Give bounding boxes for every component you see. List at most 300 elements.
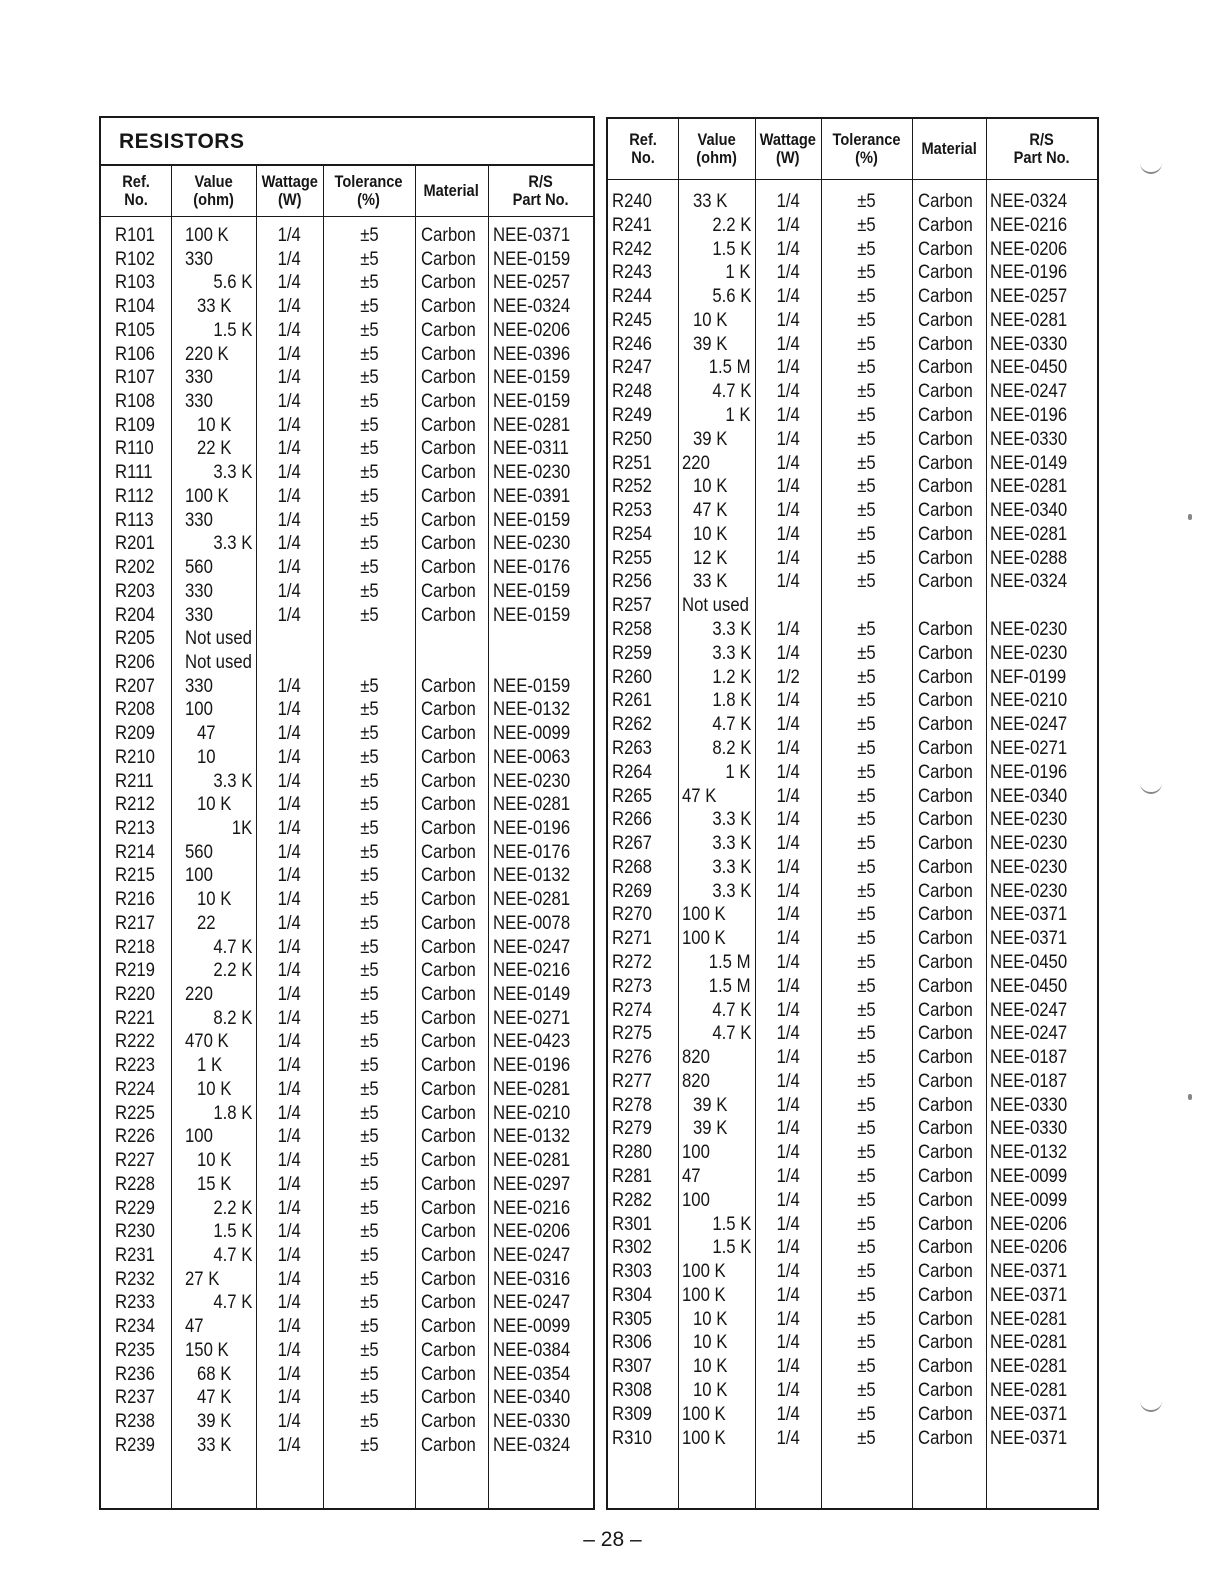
table-row xyxy=(101,437,593,461)
wattage-cell: 1/4 xyxy=(277,960,302,982)
value-cell: 39 K xyxy=(693,428,728,450)
value-cell: 2.2 K xyxy=(212,960,252,982)
table-row xyxy=(101,1125,593,1149)
ref-cell: R256 xyxy=(612,571,652,593)
ref-cell: R243 xyxy=(612,262,652,284)
value-cell: 560 xyxy=(185,557,213,579)
value-cell: 22 xyxy=(197,912,216,934)
table-row xyxy=(608,1165,1097,1189)
table-row xyxy=(608,903,1097,927)
table-row xyxy=(608,880,1097,904)
tolerance-cell: ±5 xyxy=(857,547,876,569)
table-row xyxy=(608,785,1097,809)
table-row xyxy=(608,499,1097,523)
table-row xyxy=(608,927,1097,951)
material-cell: Carbon xyxy=(421,509,476,531)
part-no-cell: NEE-0281 xyxy=(990,523,1068,545)
material-cell: Carbon xyxy=(918,642,973,664)
value-cell: 10 K xyxy=(693,476,728,498)
tolerance-cell: ±5 xyxy=(857,1023,876,1045)
part-no-cell: NEE-0247 xyxy=(990,999,1068,1021)
tolerance-cell: ±5 xyxy=(857,666,876,688)
header-ref: Ref. No. xyxy=(122,172,150,209)
tolerance-cell: ±5 xyxy=(857,975,876,997)
tolerance-cell: ±5 xyxy=(359,319,379,341)
table-row xyxy=(101,556,593,580)
wattage-cell: 1/4 xyxy=(277,984,302,1006)
value-cell: 10 K xyxy=(197,794,232,816)
ref-cell: R261 xyxy=(612,690,652,712)
wattage-cell: 1/4 xyxy=(277,604,302,626)
tolerance-cell: ±5 xyxy=(359,1150,379,1172)
wattage-cell: 1/4 xyxy=(776,1356,800,1378)
value-cell: 3.3 K xyxy=(711,809,751,831)
part-no-cell: NEE-0371 xyxy=(990,1284,1068,1306)
wattage-cell: 1/4 xyxy=(776,1403,800,1425)
value-cell: 150 K xyxy=(185,1339,229,1361)
material-cell: Carbon xyxy=(421,841,476,863)
wattage-cell xyxy=(256,651,323,675)
value-cell: Not used xyxy=(185,628,252,650)
table-row xyxy=(101,224,593,248)
wattage-cell: 1/4 xyxy=(277,391,302,413)
part-no-cell: NEE-0206 xyxy=(493,1221,571,1243)
ref-cell: R257 xyxy=(612,595,652,617)
wattage-cell: 1/4 xyxy=(776,761,800,783)
tolerance-cell: ±5 xyxy=(857,476,876,498)
ref-cell: R234 xyxy=(115,1316,155,1338)
wattage-cell: 1/4 xyxy=(277,936,302,958)
value-cell: 47 K xyxy=(693,500,728,522)
material-cell: Carbon xyxy=(918,381,973,403)
tolerance-cell: ±5 xyxy=(857,880,876,902)
table-row xyxy=(101,841,593,865)
part-no-cell: NEE-0316 xyxy=(493,1268,571,1290)
ref-cell: R302 xyxy=(612,1237,652,1259)
value-cell: 33 K xyxy=(693,571,728,593)
part-no-cell: NEE-0230 xyxy=(990,809,1068,831)
material-cell: Carbon xyxy=(918,833,973,855)
tolerance-cell: ±5 xyxy=(359,1197,379,1219)
table-row xyxy=(101,343,593,367)
tolerance-cell: ±5 xyxy=(359,889,379,911)
part-no-cell: NEE-0132 xyxy=(990,1142,1068,1164)
wattage-cell: 1/4 xyxy=(277,485,302,507)
table-row xyxy=(101,1268,593,1292)
table-row xyxy=(101,1149,593,1173)
table-row xyxy=(608,1355,1097,1379)
value-cell: 8.2 K xyxy=(711,737,751,759)
table-row xyxy=(101,936,593,960)
wattage-cell: 1/4 xyxy=(277,319,302,341)
tolerance-cell: ±5 xyxy=(857,1142,876,1164)
wattage-cell: 1/4 xyxy=(277,509,302,531)
part-no-cell: NEE-0281 xyxy=(493,1078,571,1100)
value-cell: 100 xyxy=(682,1189,710,1211)
tolerance-cell: ±5 xyxy=(359,841,379,863)
value-cell: 4.7 K xyxy=(212,1244,252,1266)
table-row xyxy=(101,675,593,699)
value-cell: 820 xyxy=(682,1070,710,1092)
value-cell: 39 K xyxy=(693,333,728,355)
tolerance-cell: ±5 xyxy=(857,690,876,712)
part-no-cell xyxy=(493,651,593,675)
value-cell: 39 K xyxy=(693,1118,728,1140)
material-cell: Carbon xyxy=(421,818,476,839)
table-row xyxy=(101,390,593,414)
value-cell: 10 K xyxy=(693,523,728,545)
tolerance-cell: ±5 xyxy=(857,1403,876,1425)
ref-cell: R215 xyxy=(115,865,155,887)
material-cell: Carbon xyxy=(918,262,973,284)
tolerance-cell: ±5 xyxy=(359,391,379,413)
tolerance-cell: ±5 xyxy=(359,984,379,1006)
wattage-cell: 1/4 xyxy=(277,1126,302,1148)
part-no-cell xyxy=(493,627,593,651)
ref-cell: R262 xyxy=(612,714,652,736)
tolerance-cell: ±5 xyxy=(359,438,379,460)
wattage-cell: 1/4 xyxy=(776,357,800,379)
value-cell: 2.2 K xyxy=(711,214,751,236)
wattage-cell: 1/4 xyxy=(776,1165,800,1187)
wattage-cell: 1/4 xyxy=(277,1268,302,1290)
ref-cell: R249 xyxy=(612,405,652,427)
tolerance-cell: ±5 xyxy=(359,865,379,887)
table-row xyxy=(101,912,593,936)
table-row xyxy=(101,485,593,509)
value-cell: 4.7 K xyxy=(711,714,751,736)
ref-cell: R241 xyxy=(612,214,652,236)
table-row xyxy=(608,1213,1097,1237)
wattage-cell: 1/4 xyxy=(776,856,800,878)
ref-cell: R228 xyxy=(115,1173,155,1195)
part-no-cell: NEE-0159 xyxy=(493,391,571,413)
part-no-cell: NEE-0371 xyxy=(493,225,571,246)
wattage-cell: 1/4 xyxy=(277,1339,302,1361)
part-no-cell: NEE-0196 xyxy=(990,262,1068,284)
part-no-cell: NEE-0324 xyxy=(493,1434,571,1456)
tolerance-cell: ±5 xyxy=(857,191,876,212)
wattage-cell: 1/4 xyxy=(776,833,800,855)
wattage-cell: 1/4 xyxy=(776,1308,800,1330)
material-cell: Carbon xyxy=(421,1197,476,1219)
tolerance-cell: ±5 xyxy=(857,737,876,759)
tolerance-cell: ±5 xyxy=(857,381,876,403)
part-no-cell: NEE-0230 xyxy=(990,619,1068,641)
table-row xyxy=(101,817,593,841)
value-cell: 1.2 K xyxy=(711,666,751,688)
tolerance-cell: ±5 xyxy=(857,1237,876,1259)
material-cell: Carbon xyxy=(421,1268,476,1290)
scan-speck xyxy=(1188,514,1192,520)
ref-cell: R279 xyxy=(612,1118,652,1140)
material-cell: Carbon xyxy=(421,936,476,958)
tolerance-cell: ±5 xyxy=(857,785,876,807)
tolerance-cell: ±5 xyxy=(857,357,876,379)
part-no-cell: NEE-0230 xyxy=(493,533,571,555)
material-cell: Carbon xyxy=(421,1387,476,1409)
tolerance-cell: ±5 xyxy=(359,1339,379,1361)
tolerance-cell: ±5 xyxy=(359,746,379,768)
material-cell: Carbon xyxy=(421,1055,476,1077)
material-cell: Carbon xyxy=(918,1165,973,1187)
part-no-cell: NEE-0196 xyxy=(493,1055,571,1077)
wattage-cell xyxy=(755,594,821,618)
wattage-cell: 1/4 xyxy=(776,1261,800,1283)
ref-cell: R310 xyxy=(612,1427,652,1449)
header-ref: Ref. No. xyxy=(629,130,657,167)
ref-cell: R252 xyxy=(612,476,652,498)
tolerance-cell: ±5 xyxy=(359,1031,379,1053)
tolerance-cell: ±5 xyxy=(359,936,379,958)
part-no-cell: NEE-0247 xyxy=(990,381,1068,403)
ref-cell: R209 xyxy=(115,723,155,745)
ref-cell: R231 xyxy=(115,1244,155,1266)
ref-cell: R278 xyxy=(612,1094,652,1116)
wattage-cell: 1/4 xyxy=(277,1173,302,1195)
value-cell: 1.5 K xyxy=(212,319,252,341)
part-no-cell: NEE-0340 xyxy=(990,500,1068,522)
wattage-cell: 1/4 xyxy=(776,523,800,545)
table-row xyxy=(101,295,593,319)
table-row xyxy=(608,1331,1097,1355)
wattage-cell: 1/4 xyxy=(277,1316,302,1338)
ref-cell: R216 xyxy=(115,889,155,911)
table-row xyxy=(101,722,593,746)
ref-cell: R268 xyxy=(612,856,652,878)
wattage-cell: 1/4 xyxy=(277,865,302,887)
table-row xyxy=(608,547,1097,571)
ref-cell: R246 xyxy=(612,333,652,355)
tolerance-cell: ±5 xyxy=(359,1292,379,1314)
value-cell: 4.7 K xyxy=(711,381,751,403)
part-no-cell: NEE-0281 xyxy=(990,1380,1068,1401)
value-cell: 100 K xyxy=(185,225,229,246)
material-cell: Carbon xyxy=(918,1261,973,1283)
table-row xyxy=(101,1244,593,1268)
value-cell: 3.3 K xyxy=(212,533,252,555)
material-cell: Carbon xyxy=(421,1292,476,1314)
value-cell: Not used xyxy=(185,651,252,673)
part-no-cell: NEE-0354 xyxy=(493,1363,571,1385)
table-row xyxy=(608,999,1097,1023)
wattage-cell: 1/4 xyxy=(277,296,302,318)
table-row xyxy=(608,190,1097,214)
value-cell: 10 K xyxy=(693,1356,728,1378)
part-no-cell: NEE-0391 xyxy=(493,485,571,507)
part-no-cell: NEE-0176 xyxy=(493,841,571,863)
ref-cell: R108 xyxy=(115,391,155,413)
header-value: Value (ohm) xyxy=(193,172,234,209)
material-cell: Carbon xyxy=(918,1403,973,1425)
value-cell: 33 K xyxy=(693,191,728,212)
material-cell: Carbon xyxy=(421,1102,476,1124)
material-cell: Carbon xyxy=(918,1213,973,1235)
table-row xyxy=(101,627,593,651)
ref-cell: R251 xyxy=(612,452,652,474)
tolerance-cell: ±5 xyxy=(359,533,379,555)
ref-cell: R203 xyxy=(115,580,155,602)
wattage-cell: 1/4 xyxy=(776,238,800,260)
ref-cell: R107 xyxy=(115,367,155,389)
material-cell: Carbon xyxy=(421,1031,476,1053)
table-row xyxy=(101,366,593,390)
table-row xyxy=(608,1117,1097,1141)
ref-cell: R106 xyxy=(115,343,155,365)
tolerance-cell: ±5 xyxy=(857,714,876,736)
part-no-cell: NEE-0063 xyxy=(493,746,571,768)
tolerance-cell: ±5 xyxy=(857,1165,876,1187)
tolerance-cell: ±5 xyxy=(857,1213,876,1235)
wattage-cell: 1/4 xyxy=(277,1292,302,1314)
material-cell: Carbon xyxy=(421,414,476,436)
value-cell: 100 K xyxy=(682,1284,726,1306)
ref-cell: R220 xyxy=(115,984,155,1006)
wattage-cell: 1/4 xyxy=(776,1189,800,1211)
material-cell: Carbon xyxy=(421,533,476,555)
ref-cell: R269 xyxy=(612,880,652,902)
header-material: Material xyxy=(921,139,977,158)
table-row xyxy=(608,1070,1097,1094)
tolerance-cell: ±5 xyxy=(857,405,876,427)
value-cell: 820 xyxy=(682,1047,710,1069)
part-no-cell: NEE-0216 xyxy=(493,1197,571,1219)
wattage-cell: 1/4 xyxy=(776,619,800,641)
value-cell: 10 K xyxy=(693,309,728,331)
material-cell: Carbon xyxy=(421,889,476,911)
wattage-cell: 1/4 xyxy=(776,642,800,664)
table-row xyxy=(608,238,1097,262)
part-no-cell: NEE-0396 xyxy=(493,343,571,365)
part-no-cell: NEE-0206 xyxy=(990,1213,1068,1235)
part-no-cell: NEE-0450 xyxy=(990,975,1068,997)
wattage-cell: 1/4 xyxy=(277,746,302,768)
part-no-cell: NEE-0271 xyxy=(990,737,1068,759)
table-row xyxy=(608,1046,1097,1070)
tolerance-cell: ±5 xyxy=(359,960,379,982)
part-no-cell: NEE-0450 xyxy=(990,951,1068,973)
material-cell: Carbon xyxy=(421,746,476,768)
material-cell: Carbon xyxy=(421,225,476,246)
tolerance-cell: ±5 xyxy=(857,1284,876,1306)
scan-speck xyxy=(1188,1094,1192,1100)
ref-cell: R281 xyxy=(612,1165,652,1187)
material-cell: Carbon xyxy=(918,1237,973,1259)
ref-cell: R247 xyxy=(612,357,652,379)
part-no-cell xyxy=(990,594,1096,618)
material-cell: Carbon xyxy=(918,619,973,641)
part-no-cell: NEE-0159 xyxy=(493,675,571,697)
value-cell: 330 xyxy=(185,509,213,531)
ref-cell: R201 xyxy=(115,533,155,555)
value-cell: 15 K xyxy=(197,1173,232,1195)
ref-cell: R270 xyxy=(612,904,652,926)
wattage-cell: 1/4 xyxy=(277,818,302,839)
value-cell: 1.5 K xyxy=(711,1213,751,1235)
tolerance-cell: ±5 xyxy=(857,262,876,284)
value-cell: 1 K xyxy=(197,1055,223,1077)
table-row xyxy=(101,1220,593,1244)
table-row xyxy=(608,475,1097,499)
tolerance-cell: ±5 xyxy=(857,214,876,236)
ref-cell: R221 xyxy=(115,1007,155,1029)
wattage-cell: 1/4 xyxy=(776,1142,800,1164)
material-cell: Carbon xyxy=(421,319,476,341)
ref-cell: R213 xyxy=(115,818,155,839)
material-cell: Carbon xyxy=(918,1142,973,1164)
part-no-cell: NEE-0330 xyxy=(493,1411,571,1432)
wattage-cell: 1/4 xyxy=(277,1434,302,1456)
tolerance-cell: ±5 xyxy=(857,904,876,926)
value-cell: 68 K xyxy=(197,1363,232,1385)
ref-cell: R266 xyxy=(612,809,652,831)
table-row xyxy=(608,618,1097,642)
wattage-cell: 1/4 xyxy=(277,1411,302,1432)
part-no-cell: NEE-0159 xyxy=(493,580,571,602)
wattage-cell: 1/4 xyxy=(277,1221,302,1243)
value-cell: 4.7 K xyxy=(212,936,252,958)
value-cell: 1.5 K xyxy=(711,1237,751,1259)
value-cell: 100 K xyxy=(682,928,726,950)
table-row xyxy=(608,452,1097,476)
ref-cell: R202 xyxy=(115,557,155,579)
value-cell: 5.6 K xyxy=(711,286,751,308)
resistors-table-left xyxy=(99,116,595,1510)
tolerance-cell: ±5 xyxy=(359,1316,379,1338)
material-cell: Carbon xyxy=(918,1047,973,1069)
ref-cell: R226 xyxy=(115,1126,155,1148)
part-no-cell: NEE-0371 xyxy=(990,1261,1068,1283)
part-no-cell: NEE-0099 xyxy=(493,1316,571,1338)
ref-cell: R219 xyxy=(115,960,155,982)
tolerance-cell: ±5 xyxy=(359,248,379,270)
value-cell: 33 K xyxy=(197,1434,232,1456)
tolerance-cell: ±5 xyxy=(857,1261,876,1283)
wattage-cell: 1/4 xyxy=(277,770,302,792)
wattage-cell: 1/4 xyxy=(277,462,302,484)
table-row xyxy=(608,1094,1097,1118)
ref-cell: R244 xyxy=(612,286,652,308)
table-row xyxy=(608,523,1097,547)
material-cell: Carbon xyxy=(421,272,476,294)
part-no-cell: NEE-0159 xyxy=(493,248,571,270)
material-cell: Carbon xyxy=(918,547,973,569)
table-row xyxy=(608,428,1097,452)
value-cell: 100 K xyxy=(682,1403,726,1425)
wattage-cell: 1/4 xyxy=(277,414,302,436)
value-cell: 12 K xyxy=(693,547,728,569)
table-row xyxy=(101,248,593,272)
material-cell: Carbon xyxy=(918,928,973,950)
part-no-cell: NEE-0196 xyxy=(493,818,571,839)
value-cell: 3.3 K xyxy=(711,880,751,902)
ref-cell: R104 xyxy=(115,296,155,318)
material-cell: Carbon xyxy=(421,1221,476,1243)
header-tolerance: Tolerance (%) xyxy=(335,172,403,209)
tolerance-cell: ±5 xyxy=(857,428,876,450)
material-cell: Carbon xyxy=(918,1070,973,1092)
ref-cell: R223 xyxy=(115,1055,155,1077)
ref-cell: R230 xyxy=(115,1221,155,1243)
wattage-cell: 1/4 xyxy=(277,438,302,460)
table-row xyxy=(101,319,593,343)
ref-cell: R236 xyxy=(115,1363,155,1385)
ref-cell: R309 xyxy=(612,1403,652,1425)
table-row xyxy=(608,1141,1097,1165)
section-title: RESISTORS xyxy=(101,118,593,166)
value-cell: 8.2 K xyxy=(212,1007,252,1029)
part-no-cell: NEE-0196 xyxy=(990,761,1068,783)
